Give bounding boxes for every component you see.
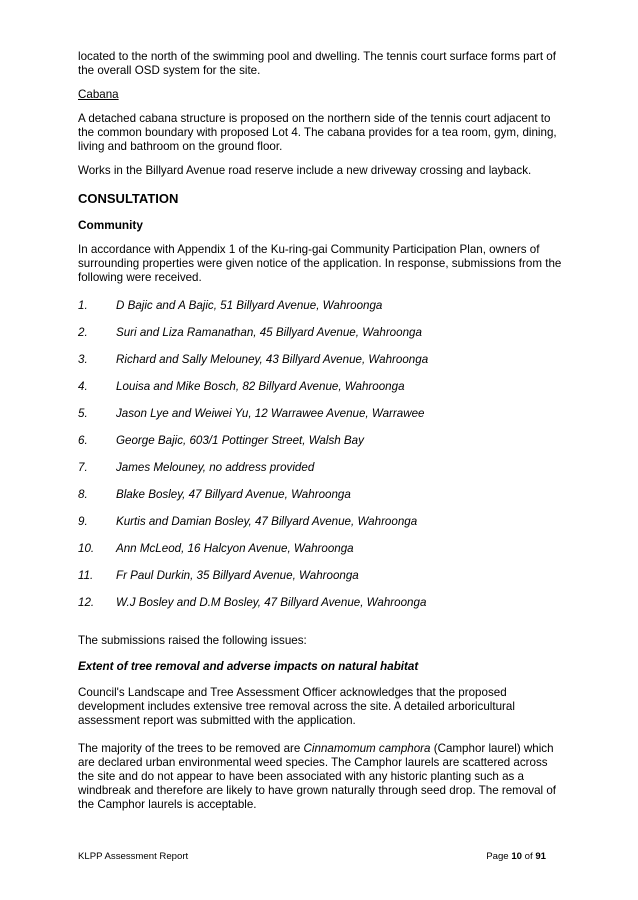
issue-paragraph-2 — [78, 742, 563, 812]
list-item-number: 9. — [78, 515, 88, 528]
list-item-text: Jason Lye and Weiwei Yu, 12 Warrawee Avenue, Warrawee — [116, 407, 425, 420]
list-item-number: 8. — [78, 488, 88, 501]
issue-paragraph-2-start: The majority of the trees to be removed are — [78, 742, 304, 755]
list-item-number: 3. — [78, 353, 88, 366]
page-footer — [78, 851, 546, 862]
list-item-number: 11. — [78, 569, 94, 582]
list-item-text: Ann McLeod, 16 Halcyon Avenue, Wahroonga — [116, 542, 354, 555]
list-item-number: 10. — [78, 542, 95, 555]
list-item-number: 5. — [78, 407, 88, 420]
list-item-text: James Melouney, no address provided — [116, 461, 315, 474]
list-item-text: Blake Bosley, 47 Billyard Avenue, Wahroonga — [116, 488, 351, 501]
list-item-number: 4. — [78, 380, 88, 393]
list-item-text: D Bajic and A Bajic, 51 Billyard Avenue, Wahroonga — [116, 299, 383, 312]
list-item — [78, 542, 563, 569]
species-name: Cinnamomum camphora — [303, 742, 431, 755]
list-item-number: 1. — [78, 299, 88, 312]
list-item — [78, 596, 563, 623]
page-label: Page — [486, 851, 512, 862]
list-item-number: 12. — [78, 596, 95, 609]
list-item-text: W.J Bosley and D.M Bosley, 47 Billyard Avenue, Wahroonga — [116, 596, 427, 609]
consultation-heading: CONSULTATION — [78, 191, 179, 206]
list-item-text: Richard and Sally Melouney, 43 Billyard Avenue, Wahroonga — [116, 353, 429, 366]
issues-intro: The submissions raised the following issues: — [78, 634, 307, 647]
road-reserve-paragraph: Works in the Billyard Avenue road reserve include a new driveway crossing and layback. — [78, 164, 532, 177]
list-item — [78, 407, 563, 434]
document-page — [78, 50, 563, 822]
page-current: 10 — [511, 851, 522, 862]
cabana-paragraph: A detached cabana structure is proposed on the northern side of the tennis court adjacent to the common boundary with proposed Lot 4. The cabana provides for a tea room, gym, dining, living and bathroom on the ground floor. — [78, 112, 557, 153]
list-item — [78, 326, 563, 353]
page-of: of — [521, 851, 536, 862]
list-item-text: Louisa and Mike Bosch, 82 Billyard Avenue, Wahroonga — [116, 380, 405, 393]
list-item-text: Kurtis and Damian Bosley, 47 Billyard Avenue, Wahroonga — [116, 515, 418, 528]
submissions-list — [78, 299, 563, 623]
list-item — [78, 461, 563, 488]
list-item-number: 6. — [78, 434, 88, 447]
issue-heading: Extent of tree removal and adverse impacts on natural habitat — [78, 660, 419, 673]
list-item-number: 7. — [78, 461, 88, 474]
list-item — [78, 353, 563, 380]
list-item-text: Suri and Liza Ramanathan, 45 Billyard Avenue, Wahroonga — [116, 326, 422, 339]
page-total: 91 — [535, 851, 546, 862]
list-item — [78, 380, 563, 407]
cabana-heading: Cabana — [78, 88, 119, 101]
list-item — [78, 569, 563, 596]
list-item-number: 2. — [78, 326, 88, 339]
footer-page-number — [486, 851, 546, 862]
list-item-text: Fr Paul Durkin, 35 Billyard Avenue, Wahroonga — [116, 569, 359, 582]
footer-report-name: KLPP Assessment Report — [78, 851, 189, 862]
intro-paragraph: located to the north of the swimming pool and dwelling. The tennis court surface forms part of the overall OSD system for the site. — [78, 50, 556, 77]
list-item — [78, 488, 563, 515]
issue-paragraph-2-end: (Camphor laurel) which are declared urban environmental weed species. The Camphor laurels are scattered across the site and do not appear to have been associated with any historic planting such as a windbreak and therefore are likely to have grown naturally through seed drop. The removal of the Camphor laurels is acceptable. — [78, 742, 556, 811]
consultation-intro: In accordance with Appendix 1 of the Ku-ring-gai Community Participation Plan, owners of surrounding properties were given notice of the application. In response, submissions from the following were received. — [78, 243, 562, 284]
issue-paragraph-1: Council's Landscape and Tree Assessment Officer acknowledges that the proposed development includes extensive tree removal across the site. A detailed arboricultural assessment report was submitted with the application. — [78, 686, 515, 727]
community-heading: Community — [78, 218, 143, 232]
list-item — [78, 299, 563, 326]
list-item — [78, 515, 563, 542]
list-item-text: George Bajic, 603/1 Pottinger Street, Walsh Bay — [116, 434, 364, 447]
list-item — [78, 434, 563, 461]
